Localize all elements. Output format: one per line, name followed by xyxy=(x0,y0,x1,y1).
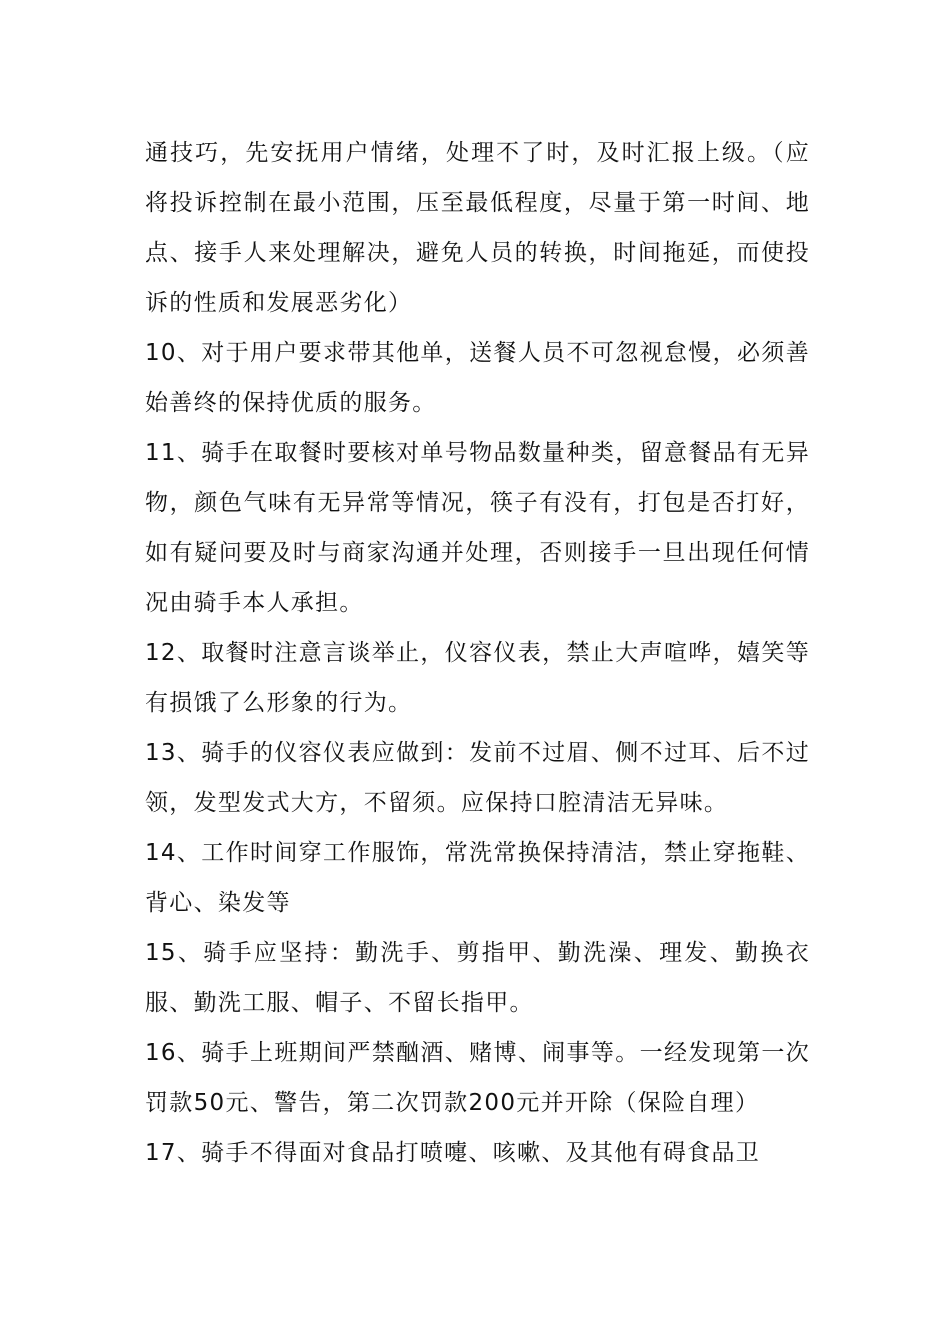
paragraph-rule-12: 12、取餐时注意言谈举止，仪容仪表，禁止大声喧哗，嬉笑等有损饿了么形象的行为。 xyxy=(145,640,810,716)
paragraph-rule-10: 10、对于用户要求带其他单，送餐人员不可忽视怠慢，必须善始善终的保持优质的服务。 xyxy=(145,340,810,416)
paragraph-rule-13: 13、骑手的仪容仪表应做到：发前不过眉、侧不过耳、后不过领，发型发式大方，不留须。应保持口腔清洁无异味。 xyxy=(145,740,810,816)
paragraph-rule-17: 17、骑手不得面对食品打喷嚏、咳嗽、及其他有碍食品卫 xyxy=(145,1140,761,1166)
paragraph-rule-15: 15、骑手应坚持：勤洗手、剪指甲、勤洗澡、理发、勤换衣服、勤洗工服、帽子、不留长指甲。 xyxy=(145,940,810,1016)
paragraph-complaint-handling: 通技巧，先安抚用户情绪，处理不了时，及时汇报上级。（应将投诉控制在最小范围，压至最低程度，尽量于第一时间、地点、接手人来处理解决，避免人员的转换，时间拖延，而使投诉的性质和发展恶劣化） xyxy=(145,140,810,316)
document-body xyxy=(145,128,810,1178)
paragraph-rule-11: 11、骑手在取餐时要核对单号物品数量种类，留意餐品有无异物，颜色气味有无异常等情况，筷子有没有，打包是否打好，如有疑问要及时与商家沟通并处理，否则接手一旦出现任何情况由骑手本人承担。 xyxy=(145,440,810,616)
paragraph-rule-14: 14、工作时间穿工作服饰，常洗常换保持清洁，禁止穿拖鞋、背心、染发等 xyxy=(145,840,810,916)
paragraph-rule-16: 16、骑手上班期间严禁酗酒、赌博、闹事等。一经发现第一次罚款50元、警告，第二次罚款200元并开除（保险自理） xyxy=(145,1040,810,1116)
